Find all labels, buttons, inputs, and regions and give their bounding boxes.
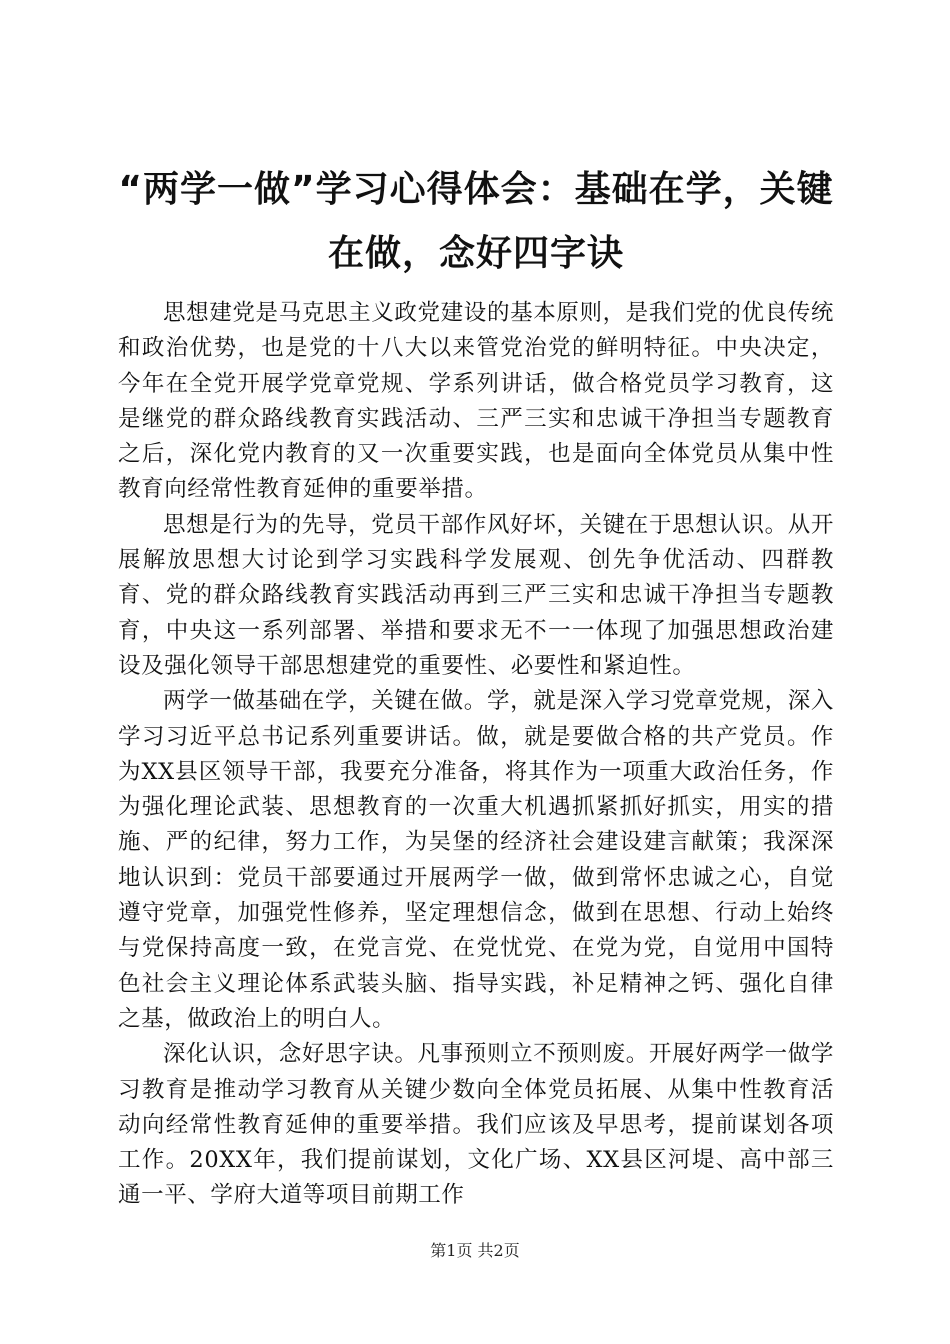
document-title bbox=[118, 158, 834, 286]
page-number-footer: 第1页 共2页 bbox=[430, 1241, 520, 1260]
paragraph-2: 思想是行为的先导，党员干部作风好坏，关键在于思想认识。从开展解放思想大讨论到学习实践科学发展观、创先争优活动、四群教育、党的群众路线教育实践活动再到三严三实和忠诚干净担当专题教育，中央这一系列部署、举措和要求无不一一体现了加强思想政治建设及强化领导干部思想建党的重要性、必要性和紧迫性。 bbox=[118, 511, 834, 679]
paragraph-4: 深化认识，念好思字诀。凡事预则立不预则废。开展好两学一做学习教育是推动学习教育从关键少数向全体党员拓展、从集中性教育活动向经常性教育延伸的重要举措。我们应该及早思考，提前谋划各项工作。20XX年，我们提前谋划，文化广场、XX县区河堤、高中部三通一平、学府大道等项目前期工作 bbox=[118, 1041, 834, 1209]
paragraph-1: 思想建党是马克思主义政党建设的基本原则，是我们党的优良传统和政治优势，也是党的十八大以来管党治党的鲜明特征。中央决定，今年在全党开展学党章党规、学系列讲话，做合格党员学习教育，这是继党的群众路线教育实践活动、三严三实和忠诚干净担当专题教育之后，深化党内教育的又一次重要实践，也是面向全体党员从集中性教育向经常性教育延伸的重要举措。 bbox=[118, 300, 834, 503]
paragraph-3: 两学一做基础在学，关键在做。学，就是深入学习党章党规，深入学习习近平总书记系列重要讲话。做，就是要做合格的共产党员。作为XX县区领导干部，我要充分准备，将其作为一项重大政治任务，作为强化理论武装、思想教育的一次重大机遇抓紧抓好抓实，用实的措施、严的纪律，努力工作，为吴堡的经济社会建设建言献策；我深深地认识到：党员干部要通过开展两学一做，做到常怀忠诚之心，自觉遵守党章，加强党性修养，坚定理想信念，做到在思想、行动上始终与党保持高度一致，在党言党、在党忧党、在党为党，自觉用中国特色社会主义理论体系武装头脑、指导实践，补足精神之钙、强化自律之基，做政治上的明白人。 bbox=[118, 688, 834, 1032]
document-body bbox=[118, 296, 834, 1214]
title-line-2: 在做，念好四字诀 bbox=[327, 233, 624, 274]
title-line-1: “两学一做”学习心得体会：基础在学，关键 bbox=[118, 169, 834, 210]
